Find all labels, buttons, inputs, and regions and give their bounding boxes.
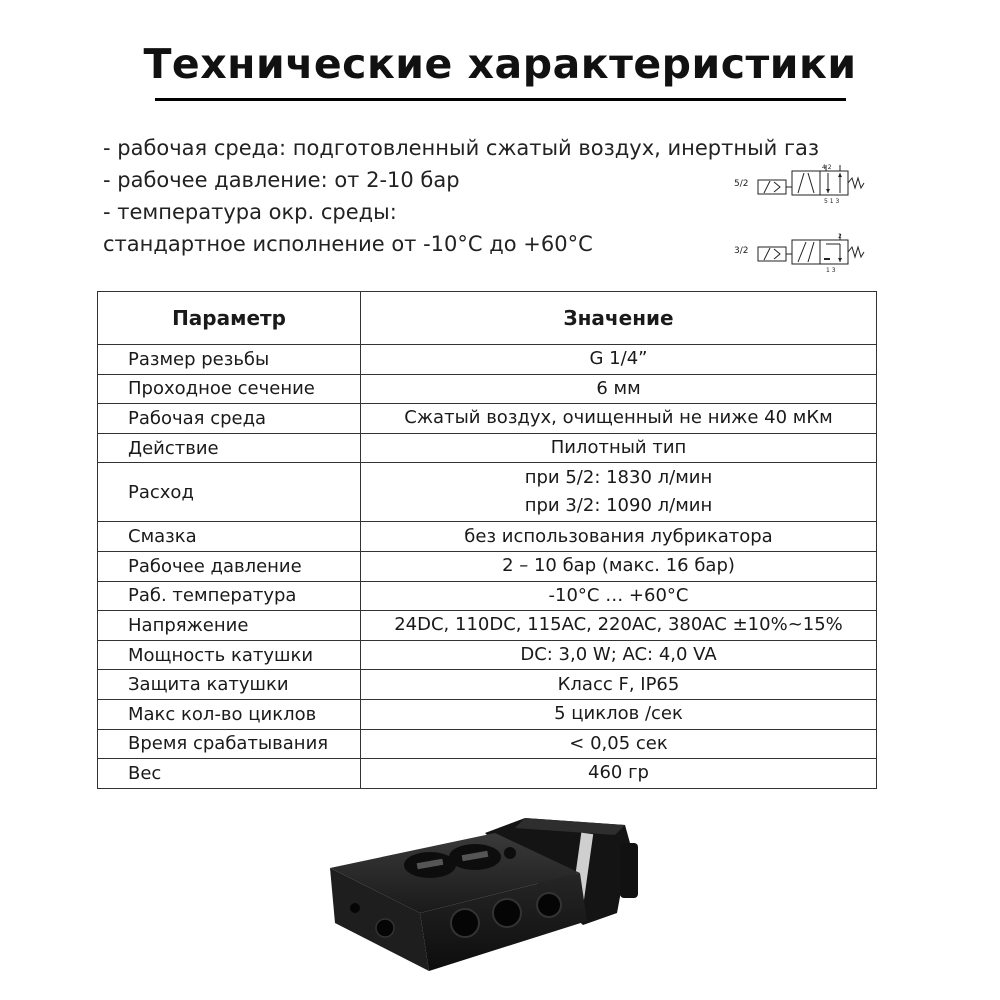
param-name: Макс кол-во циклов — [128, 703, 317, 725]
table-row — [98, 551, 877, 581]
table-row — [98, 404, 877, 434]
symbol-label: 3/2 — [734, 246, 749, 256]
param-name: Защита катушки — [128, 674, 289, 696]
table-row — [98, 611, 877, 641]
param-cell — [98, 729, 361, 759]
value-cell — [361, 759, 877, 789]
valve-5-2-schematic-icon — [734, 163, 869, 205]
param-value: < 0,05 сек — [569, 732, 668, 754]
specs-table — [97, 291, 877, 789]
param-value: без использования лубрикатора — [464, 525, 773, 547]
param-cell — [98, 670, 361, 700]
symbol-bottom-ports: 5 1 3 — [824, 198, 840, 205]
header-param: Параметр — [98, 292, 361, 345]
param-value: Класс F, IP65 — [557, 673, 680, 695]
table-header-row — [98, 292, 877, 345]
param-value: 460 гр — [588, 762, 649, 784]
title-underline — [155, 98, 846, 101]
param-cell — [98, 699, 361, 729]
spec-line: - рабочее давление: от 2-10 бар — [103, 168, 460, 192]
symbol-top-ports: 4 2 — [822, 164, 832, 171]
param-name: Рабочая среда — [128, 407, 267, 429]
param-name: Раб. температура — [128, 585, 297, 607]
table-row — [98, 640, 877, 670]
param-cell — [98, 551, 361, 581]
table-row — [98, 374, 877, 404]
symbol-bottom-ports: 1 3 — [826, 267, 836, 274]
param-name: Смазка — [128, 526, 197, 548]
param-value: 24DC, 110DC, 115AC, 220AC, 380AC ±10%~15% — [394, 614, 843, 636]
spec-line: - температура окр. среды: — [103, 200, 397, 224]
param-cell — [98, 345, 361, 375]
param-value: 2 – 10 бар (макс. 16 бар) — [502, 555, 735, 577]
param-value: при 3/2: 1090 л/мин — [524, 495, 713, 517]
param-cell — [98, 404, 361, 434]
spec-list — [103, 132, 820, 260]
param-name: Проходное сечение — [128, 378, 315, 400]
table-row — [98, 522, 877, 552]
value-cell — [361, 404, 877, 434]
value-cell — [361, 522, 877, 552]
table-row — [98, 699, 877, 729]
table-row — [98, 759, 877, 789]
param-name: Размер резьбы — [128, 348, 270, 370]
spec-line: стандартное исполнение от -10°C до +60°C — [103, 232, 593, 256]
table-row — [98, 433, 877, 463]
param-value: при 5/2: 1830 л/мин — [524, 467, 713, 489]
param-name: Расход — [128, 481, 194, 503]
param-cell — [98, 522, 361, 552]
param-value: G 1/4” — [589, 348, 648, 370]
table-row — [98, 670, 877, 700]
param-name: Мощность катушки — [128, 644, 314, 666]
param-value: DC: 3,0 W; AC: 4,0 VA — [520, 644, 717, 666]
value-cell — [361, 670, 877, 700]
param-value: Сжатый воздух, очищенный не ниже 40 мКм — [404, 407, 833, 429]
symbol-top-ports: 2 — [838, 233, 842, 240]
table-row — [98, 345, 877, 375]
value-cell — [361, 699, 877, 729]
param-value: -10°C … +60°C — [548, 584, 689, 606]
table-row — [98, 581, 877, 611]
param-name: Время срабатывания — [128, 733, 329, 755]
param-cell — [98, 759, 361, 789]
value-cell — [361, 433, 877, 463]
symbol-label: 5/2 — [734, 179, 749, 189]
table-row — [98, 729, 877, 759]
value-cell — [361, 374, 877, 404]
param-cell — [98, 374, 361, 404]
value-cell — [361, 551, 877, 581]
value-cell — [361, 581, 877, 611]
param-value: 6 мм — [596, 377, 641, 399]
value-cell — [361, 345, 877, 375]
value-cell — [361, 611, 877, 641]
param-cell — [98, 581, 361, 611]
param-cell — [98, 433, 361, 463]
param-cell — [98, 463, 361, 522]
value-cell — [361, 729, 877, 759]
param-name: Вес — [128, 762, 162, 784]
param-name: Рабочее давление — [128, 555, 302, 577]
value-cell — [361, 463, 877, 522]
param-value: Пилотный тип — [550, 437, 687, 459]
table-row — [98, 463, 877, 522]
valve-3-2-schematic-icon — [734, 232, 869, 274]
header-value: Значение — [361, 292, 877, 345]
param-name: Действие — [128, 437, 219, 459]
param-value: 5 циклов /сек — [554, 703, 683, 725]
value-cell — [361, 640, 877, 670]
page-title: Технические характеристики — [143, 40, 857, 88]
param-cell — [98, 640, 361, 670]
spec-line: - рабочая среда: подготовленный сжатый воздух, инертный газ — [103, 136, 820, 160]
param-name: Напряжение — [128, 614, 249, 636]
solenoid-valve-photo — [325, 813, 645, 978]
param-cell — [98, 611, 361, 641]
